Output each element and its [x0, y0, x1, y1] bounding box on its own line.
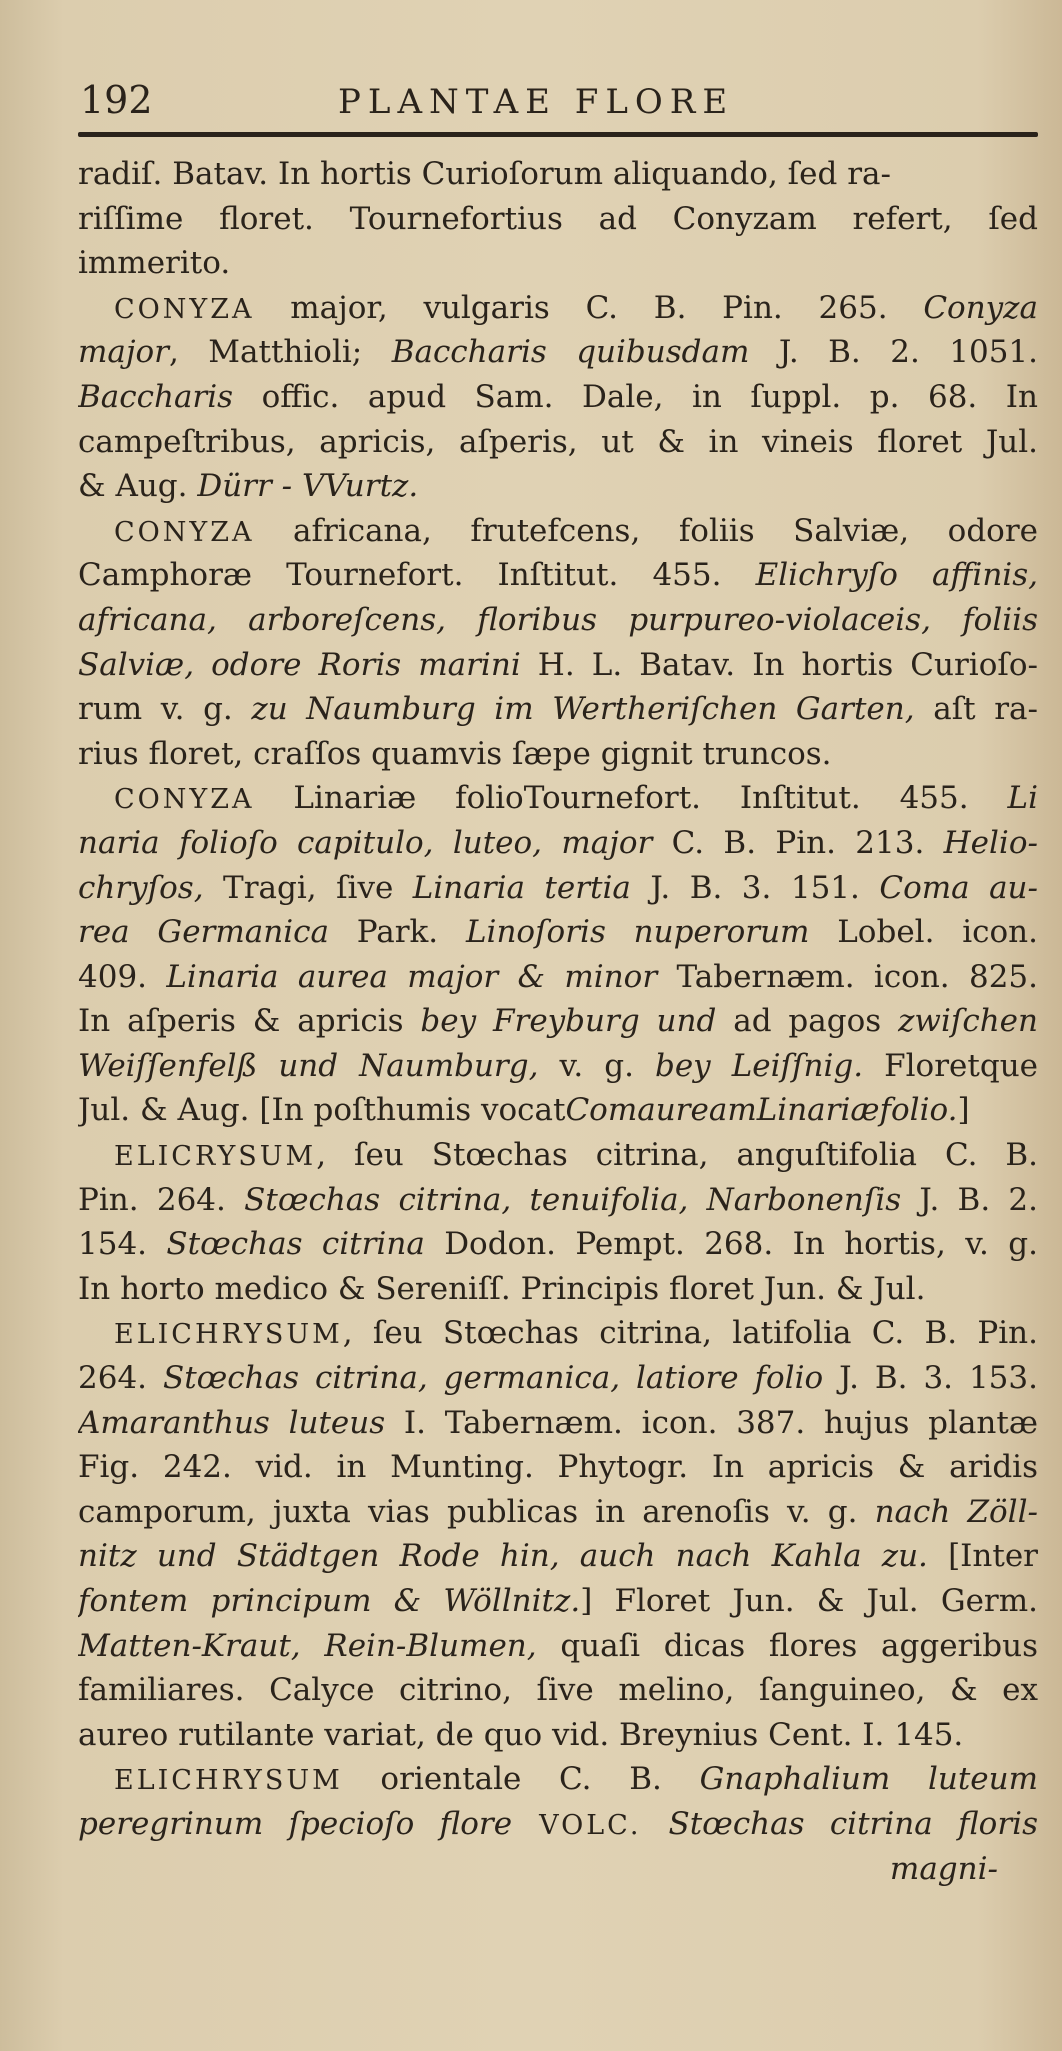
text-span: radiſ. Batav. In hortis Curioſorum aliquando, ſed ra- [78, 156, 891, 192]
text-line [78, 1178, 1038, 1223]
text-span: In aſperis & apricis [78, 1003, 421, 1040]
italic-text: Stœchas citrina, tenuifolia, Narbonenſis [244, 1181, 902, 1218]
text-line [78, 375, 1038, 420]
small-caps-text: CONYZA [114, 516, 255, 548]
text-span: riſſime floret. Tournefortius ad Conyzam refert, ſed [78, 200, 1038, 237]
text-line [78, 821, 1038, 866]
text-span: , Matthioli; [168, 334, 392, 371]
text-line [78, 1534, 1038, 1579]
italic-text: nitz und Städtgen Rode hin, auch nach Kahla zu. [78, 1538, 928, 1575]
text-line [78, 866, 1038, 911]
small-caps-text: CONYZA [114, 784, 255, 816]
text-span: immerito. [78, 245, 231, 282]
italic-text: fontem principum & Wöllnitz. [78, 1583, 581, 1619]
text-line [78, 732, 1038, 777]
small-caps-text: ELICHRYSUM [114, 1319, 343, 1351]
italic-text: Dürr - VVurtz. [197, 468, 419, 505]
text-line [78, 1802, 1038, 1847]
italic-text: Baccharis quibusdam [391, 334, 750, 371]
italic-text: zu Naumburg im Wertheriſchen Garten, [251, 691, 915, 728]
italic-text: nach Zöll- [874, 1493, 1038, 1530]
text-line [78, 1311, 1038, 1356]
text-span: Fig. 242. vid. in Munting. Phytogr. In apricis & aridis [78, 1449, 1038, 1486]
italic-text: Elichryſo affinis, [755, 557, 1038, 594]
italic-text: peregrinum ſpecioſo flore [78, 1805, 513, 1842]
text-line [78, 910, 1038, 955]
text-span: J. B. 3. 153. [823, 1360, 1038, 1397]
text-span: & Aug. [78, 468, 198, 505]
text-line [78, 687, 1038, 732]
text-span: Tabernæm. icon. 825. [657, 958, 1038, 995]
text-line [78, 330, 1038, 375]
italic-text: Linaria aurea major & minor [166, 958, 658, 995]
text-span: Floretque [863, 1047, 1038, 1084]
text-line [78, 1088, 1038, 1133]
italic-text: Stœchas citrina floris [668, 1805, 1038, 1842]
italic-text: ComaureamLinariæfolio. [565, 1092, 958, 1129]
text-span: J. B. 2. 1051. [749, 334, 1038, 371]
text-line [78, 1401, 1038, 1446]
text-line [78, 286, 1038, 331]
text-line [78, 1133, 1038, 1178]
small-caps-text: VOLC. [512, 1809, 669, 1841]
text-line [78, 1222, 1038, 1267]
text-span: Camphoræ Tournefort. Inſtitut. 455. [78, 557, 756, 594]
italic-text: Linaria tertia [412, 869, 631, 906]
italic-text: rea Germanica [78, 914, 329, 951]
text-span: J. B. 2. [901, 1181, 1038, 1218]
text-span: , ſeu Stœchas citrina, anguſtifolia C. B. [316, 1137, 1038, 1174]
text-span: aureo rutilante variat, de quo vid. Breynius Cent. I. 145. [78, 1716, 964, 1753]
italic-text: Matten-Kraut, Rein-Blumen, [78, 1627, 537, 1664]
text-line [78, 553, 1038, 598]
text-span: 409. [78, 958, 167, 995]
text-line [78, 955, 1038, 1000]
small-caps-text: CONYZA [114, 293, 255, 325]
italic-text: bey Leiſſnig. [654, 1047, 864, 1084]
text-span: offic. apud Sam. Dale, in ſuppl. p. 68. In [233, 378, 1038, 415]
text-line [78, 420, 1038, 465]
text-line [78, 1356, 1038, 1401]
text-span: Dodon. Pempt. 268. In hortis, v. g. [424, 1226, 1038, 1263]
italic-text: Coma au- [879, 869, 1038, 906]
italic-text: major [78, 334, 169, 371]
italic-text: Baccharis [78, 378, 234, 415]
text-line [78, 1847, 1038, 1892]
text-span: rius floret, craſſos quamvis ſæpe gignit truncos. [78, 735, 832, 772]
text-line [78, 643, 1038, 688]
italic-text: chryſos, [78, 869, 204, 906]
italic-text: Linoſoris nuperorum [465, 914, 810, 951]
italic-text: Amaranthus luteus [78, 1404, 386, 1441]
text-line [78, 241, 1038, 286]
text-line [78, 197, 1038, 242]
text-span: Tragi, ſive [203, 869, 413, 906]
text-span: quaſi dicas flores aggeribus [536, 1627, 1038, 1664]
text-line [78, 999, 1038, 1044]
text-span: H. L. Batav. In hortis Curioſo- [520, 646, 1038, 683]
text-line [78, 1267, 1038, 1312]
text-line [78, 1490, 1038, 1535]
text-span: Jul. & Aug. [In poſthumis vocat [78, 1092, 566, 1129]
text-span: camporum, juxta vias publicas in arenoſis v. g. [78, 1493, 875, 1530]
italic-text: bey Freyburg und [420, 1003, 717, 1040]
text-span: I. Tabernæm. icon. 387. hujus plantæ [385, 1404, 1038, 1441]
text-span: orientale C. B. [342, 1761, 700, 1798]
italic-text: Li [1007, 780, 1038, 817]
text-span: In horto medico & Sereniſſ. Principis floret Jun. & Jul. [78, 1270, 926, 1307]
italic-text: africana, arboreſcens, floribus purpureo-violaceis, foliis [78, 601, 1038, 638]
text-span: ] Floret Jun. & Jul. Germ. [580, 1583, 1038, 1619]
text-line [78, 598, 1038, 643]
italic-text: Weiſſenfelß und Naumburg, [78, 1047, 539, 1084]
text-span: 154. [78, 1226, 167, 1263]
small-caps-text: ELICRYSUM [114, 1141, 317, 1173]
italic-text: Stœchas citrina, germanica, latiore folio [162, 1360, 824, 1397]
text-span: [Inter [927, 1538, 1038, 1575]
text-line [78, 1624, 1038, 1669]
italic-text: magni- [889, 1850, 998, 1887]
italic-text: zwiſchen [898, 1003, 1038, 1040]
text-span: rum v. g. [78, 691, 252, 728]
small-caps-text: ELICHRYSUM [114, 1765, 343, 1797]
italic-text: naria folioſo capitulo, luteo, major [78, 824, 653, 861]
text-span: C. B. Pin. 213. [652, 824, 944, 861]
text-line [78, 776, 1038, 821]
text-span: africana, frutefcens, foliis Salviæ, odore [254, 512, 1038, 549]
text-span: aſt ra- [914, 691, 1038, 728]
text-span: Lobel. icon. [809, 914, 1038, 951]
text-line [78, 1757, 1038, 1802]
page-number: 192 [80, 78, 153, 122]
text-span: Linariæ folioTournefort. Inſtitut. 455. [254, 780, 1008, 817]
text-span: Pin. 264. [78, 1181, 245, 1218]
italic-text: Helio- [943, 824, 1038, 861]
italic-text: Salviæ, odore Roris marini [78, 646, 521, 683]
text-line [78, 1044, 1038, 1089]
text-span: familiares. Calyce citrino, ſive melino, ſanguineo, & ex [78, 1672, 1038, 1709]
text-line [78, 1445, 1038, 1490]
text-span: , ſeu Stœchas citrina, latifolia C. B. Pin. [342, 1315, 1038, 1352]
page-header [80, 78, 1040, 128]
text-span: J. B. 3. 151. [630, 869, 880, 906]
text-span: campeſtribus, apricis, aſperis, ut & in vineis floret Jul. [78, 423, 1038, 460]
italic-text: Conyza [923, 289, 1038, 326]
text-span: ] [957, 1092, 970, 1129]
text-line [78, 1713, 1038, 1758]
text-span: 264. [78, 1360, 163, 1397]
running-title: PLANTAE FLORE [338, 82, 735, 122]
text-line [78, 152, 1038, 197]
header-rule [78, 132, 1038, 137]
text-line [78, 464, 1038, 509]
text-span: major, vulgaris C. B. Pin. 265. [254, 289, 924, 326]
italic-text: Stœchas citrina [166, 1226, 425, 1263]
text-span: ad pagos [716, 1003, 899, 1040]
text-line [78, 509, 1038, 554]
italic-text: Gnaphalium luteum [699, 1761, 1038, 1798]
body-text [78, 152, 1038, 1891]
text-line [78, 1579, 1038, 1624]
text-span: v. g. [538, 1047, 655, 1084]
text-span: Park. [328, 914, 466, 951]
text-line [78, 1668, 1038, 1713]
